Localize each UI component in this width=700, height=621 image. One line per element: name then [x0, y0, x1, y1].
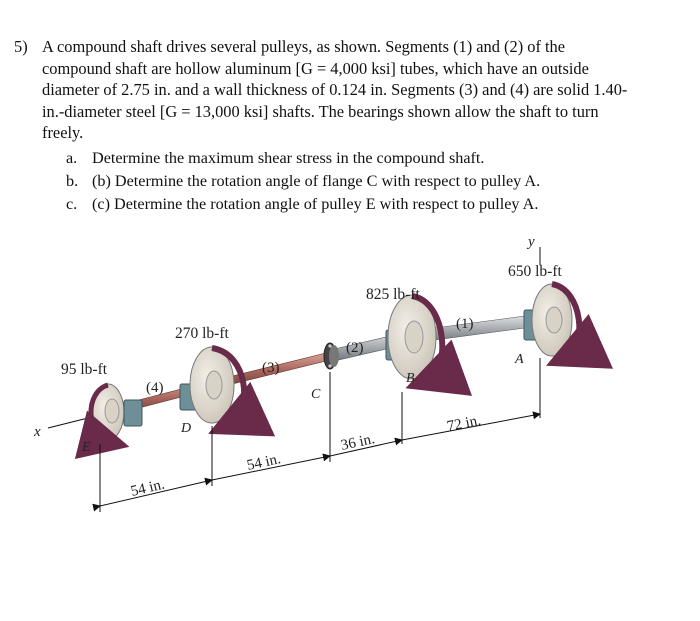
dimension-label-cb: 36 in.	[339, 431, 377, 454]
segment-label-4: (4)	[146, 380, 164, 396]
y-axis	[526, 234, 540, 265]
part-c-text: (c) Determine the rotation angle of pulley E with respect to pulley A.	[92, 195, 539, 213]
problem-line-5: freely.	[42, 123, 84, 142]
x-axis	[33, 416, 96, 440]
extension-lines	[100, 358, 540, 512]
point-label-b: B	[406, 371, 415, 386]
segment-label-3: (3)	[262, 360, 280, 376]
dimension-label-dc: 54 in.	[245, 451, 283, 474]
torque-label-d: 270 lb-ft	[175, 325, 229, 342]
problem-line-3: diameter of 2.75 in. and a wall thickness of 0.124 in. Segments (3) and (4) are solid 1.40-	[42, 80, 628, 99]
dimension-label-ed: 54 in.	[129, 476, 167, 500]
pulley-a	[524, 284, 572, 356]
x-axis-label: x	[34, 424, 41, 440]
bearing-e	[124, 400, 142, 426]
part-a-label: a.	[66, 149, 78, 167]
y-axis-label: y	[528, 234, 535, 250]
problem-line-1: A compound shaft drives several pulleys, as shown. Segments (1) and (2) of the	[42, 37, 566, 56]
torque-label-b: 825 lb-ft	[366, 286, 420, 303]
segment-label-1: (1)	[456, 316, 474, 332]
point-label-e: E	[82, 440, 91, 455]
problem-line-4: in.-diameter steel [G = 13,000 ksi] shafts. The bearings shown allow the shaft to turn	[42, 101, 599, 121]
segment-label-2: (2)	[346, 340, 364, 356]
point-label-a: A	[515, 352, 524, 367]
part-a-text: Determine the maximum shear stress in the compound shaft.	[92, 149, 485, 167]
problem-line-2: compound shaft are hollow aluminum [G = 4,000 ksi] tubes, which have an outside	[42, 58, 589, 78]
dimension-label-ba: 72 in.	[445, 412, 483, 435]
pulley-d	[180, 347, 234, 423]
problem-number: 5)	[14, 37, 28, 56]
part-c-label: c.	[66, 195, 78, 213]
point-label-d: D	[181, 421, 192, 436]
part-b-text: (b) Determine the rotation angle of flange C with respect to pulley A.	[92, 172, 541, 190]
flange-c	[324, 343, 339, 369]
torque-label-e: 95 lb-ft	[61, 361, 108, 378]
point-label-c: C	[311, 387, 321, 402]
part-b-label: b.	[66, 172, 79, 190]
torque-label-a: 650 lb-ft	[508, 263, 562, 280]
